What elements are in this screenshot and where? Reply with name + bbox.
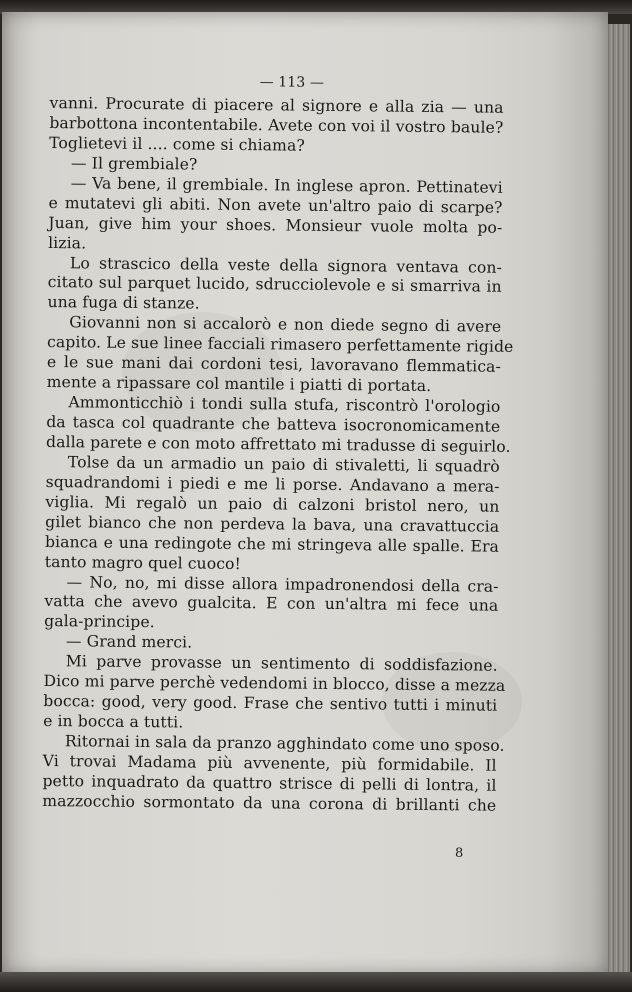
text-line: gala-principe. [44, 612, 155, 632]
text-line: dalla parete e con moto affrettato mi tradusse di seguirlo. [45, 432, 511, 456]
text-line: Lo strascico della veste della signora ventava con- [69, 253, 503, 277]
text-line: una fuga di stanze. [47, 293, 200, 313]
signature-mark: 8 [455, 846, 464, 861]
text-line: bocca: good, very good. Frase che sentivo tutti i minuti [43, 692, 498, 715]
text-line: e le sue mani dai cordoni tesi, lavoravano flemmatica- [46, 353, 501, 376]
text-line: vanni. Procurate di piacere al signore e alla zia — una [49, 93, 504, 117]
text-line: squadrandomi i piedi e me li porse. Andavano a mera- [45, 472, 500, 496]
text-line: tanto magro quel cuoco! [44, 552, 242, 573]
text-line: Tolse da un armadio un paio di stivaletti, li squadrò [67, 453, 500, 476]
text-line: e in bocca a tutti. [43, 712, 184, 732]
text-line: Vi trovai Madama più avvenente, più formidabile. Il [42, 751, 497, 775]
text-line: da tasca col quadrante che batteva isocronomicamente [46, 412, 501, 436]
text-line: Dico mi parve perchè vedendomi in blocco, disse a mezza [43, 672, 506, 695]
text-line: — Il grembiale? [70, 154, 198, 174]
text-lines [42, 93, 514, 816]
text-line: mente a ripassare col mantile i piatti di portata. [46, 373, 432, 396]
page-number: — 113 — [259, 74, 325, 91]
text-line: viglia. Mi regalò un paio di calzoni bristol nero, un [45, 492, 500, 516]
text-line: bianca e una redingote che mi stringeva alle spalle. Era [44, 532, 500, 556]
text-line: petto inquadrato da quattro strisce di pelli di lontra, il [42, 771, 497, 795]
text-line: barbottona incontentabile. Avete con voi il vostro baule? [49, 113, 504, 137]
text-line: Mi parve provasse un sentimento di soddisfazione. [65, 652, 498, 675]
text-line: lizia. [48, 233, 87, 252]
text-line: e mutatevi gli abiti. Non avete un'altro paio di scarpe? [48, 193, 503, 217]
text-line: Ammonticchiò i tondi sulla stufa, riscontrò l'orologio [68, 393, 501, 416]
text-line: capito. Le sue linee facciali rimasero perfettamente rigide [47, 333, 514, 357]
text-line: Juan, give him your shoes. Monsieur vuole molta po- [48, 213, 503, 237]
text-line: Toglietevi il .... come si chiama? [49, 133, 305, 155]
text-line: — No, no, mi disse allora impadronendosi della cra- [66, 572, 499, 596]
book-bottom-edge [0, 972, 632, 992]
text-line: Ritornai in sala da pranzo agghindato come uno sposo. [64, 732, 505, 755]
text-line: — Va bene, il grembiale. In inglese apron. Pettinatevi [70, 173, 503, 197]
text-line: mazzocchio sormontato da una corona di brillanti che [42, 791, 497, 815]
text-line: citato sul parquet lucido, sdrucciolevole e si smarriva in [47, 273, 502, 297]
text-line: — Grand merci. [65, 632, 193, 652]
text-line: Giovanni non si accalorò e non diede segno di avere [69, 313, 502, 337]
text-line: vatta che avevo gualcita. E con un'altra mi fece una [44, 592, 499, 616]
page-text [42, 66, 514, 816]
text-line: gilet bianco che non perdeva la bava, una cravattuccia [45, 512, 500, 536]
